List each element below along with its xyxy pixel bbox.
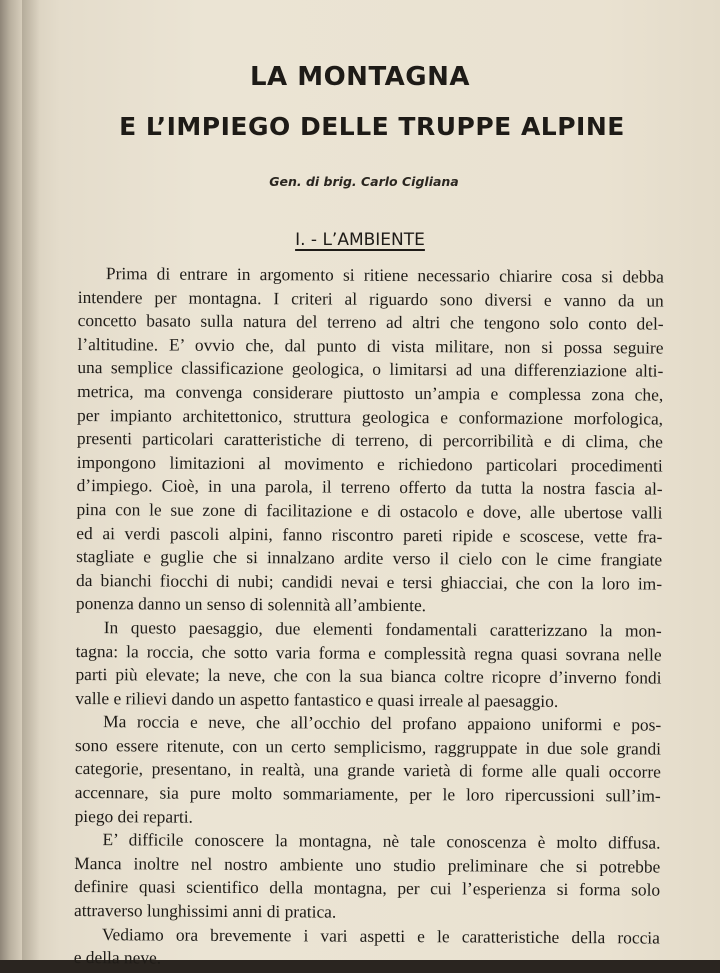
paragraph-1-line: l’altitudine. E’ ovvio che, dal punto di vista militare, non si possa seguire [77, 333, 664, 358]
page-edge-shadow [22, 0, 40, 960]
paragraph-1-line: una semplice classificazione geologica, o limitarsi ad una differenziazione alti- [77, 357, 664, 381]
section-heading-text: I. - L’AMBIENTE [295, 230, 425, 250]
paragraph-1-line: metrica, ma convenga considerare piuttosto un’ampia e complessa zona che, [77, 380, 664, 405]
article-title-line-1: LA MONTAGNA [249, 62, 471, 92]
body-text [74, 262, 664, 973]
book-gutter [0, 0, 22, 960]
paragraph-1-line: pina con le sue zone di facilitazione e di ostacolo e dove, alle ubertose valli [76, 498, 663, 523]
paragraph-4-line: Manca inoltre nel nostro ambiente uno studio preliminare che si potrebbe [74, 852, 661, 877]
author-byline: Gen. di brig. Carlo Cigliana [269, 174, 459, 189]
paragraph-3-line: Ma roccia e neve, che all’occhio del profano appaiono uniformi e pos- [103, 711, 662, 735]
paragraph-2-line: tagna: la roccia, che sotto varia forma e complessità regna quasi sovrana nelle [75, 640, 662, 665]
paragraph-5-line: Vediamo ora brevemente i vari aspetti e le caratteristiche della roccia [101, 923, 660, 948]
paragraph-3-line: piego dei reparti. [74, 805, 193, 827]
paragraph-2-line: parti più elevate; la neve, che con la sua bianca coltre ricopre d’inverno fondi [75, 664, 662, 688]
paragraph-1-line: ed ai verdi pascoli alpini, fanno riscontro pareti ripide e scoscese, vette fra- [76, 522, 663, 547]
paragraph-1-line: d’impiego. Cioè, in una parola, il terreno offerto da tutta la nostra fascia al- [76, 475, 663, 499]
paragraph-5-line: e della neve. [73, 947, 162, 968]
paragraph-3-line: accennare, sia pure molto sommariamente, per le loro ripercussioni sull’im- [74, 782, 661, 806]
paragraph-1-line: presenti particolari caratteristiche di terreno, di percorribilità e di clima, che [76, 428, 663, 452]
paragraph-1-line: Prima di entrare in argomento si ritiene necessario chiarire cosa si debba [105, 263, 664, 287]
paragraph-2-line: In questo paesaggio, due elementi fondamentali caratterizzano la mon- [103, 617, 662, 641]
paragraph-1-line: stagliate e guglie che si innalzano ardite verso il cielo con le cime frangiate [76, 546, 663, 570]
paragraph-1-line: per impianto architettonico, struttura geologica e conformazione morfologica, [77, 404, 664, 429]
paragraph-4-line: definire quasi scientifico della montagna, per cui l’esperienza si forma solo [74, 876, 661, 901]
paragraph-3-line: sono essere ritenute, con un certo semplicismo, raggruppate in due sole grandi [74, 734, 662, 759]
paragraph-3-line: categorie, presentano, in realtà, una grande varietà di forme alle quali occorre [74, 758, 661, 783]
paragraph-2-line: valle e rilievi dando un aspetto fantastico e quasi irreale al paesaggio. [75, 687, 559, 711]
paragraph-1-line: intendere per montagna. I criteri al riguardo sono diversi e vanno da un [77, 286, 664, 311]
paragraph-1-line: da bianchi fiocchi di nubi; candidi nevai e tersi ghiacciai, che con la loro im- [75, 569, 663, 594]
paragraph-1-line: concetto basato sulla natura del terreno ad altri che tengono solo conto del- [77, 310, 664, 334]
article-title-line-2: E L’IMPIEGO DELLE TRUPPE ALPINE [119, 112, 625, 141]
paragraph-4-line: attraverso lunghissimi anni di pratica. [73, 900, 337, 922]
paragraph-1-line: impongono limitazioni al movimento e richiedono particolari procedimenti [76, 451, 663, 476]
section-heading [0, 230, 720, 250]
paragraph-1-line: ponenza danno un senso di solennità all’ambiente. [75, 593, 427, 616]
paragraph-4-line: E’ difficile conoscere la montagna, nè tale conoscenza è molto diffusa. [102, 829, 661, 853]
